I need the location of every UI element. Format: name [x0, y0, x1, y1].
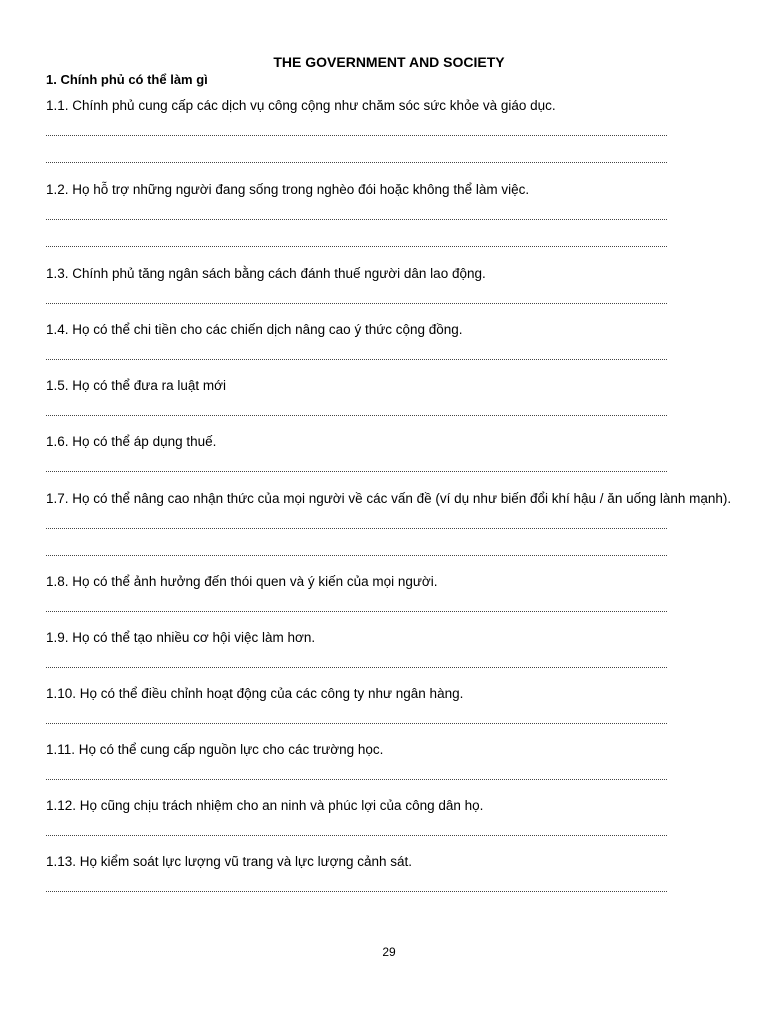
- answer-line[interactable]: [46, 162, 667, 163]
- answer-line[interactable]: [46, 723, 667, 724]
- page-title: THE GOVERNMENT AND SOCIETY: [273, 54, 505, 70]
- question-text: 1.11. Họ có thể cung cấp nguồn lực cho các trường học.: [46, 742, 384, 757]
- answer-line[interactable]: [46, 303, 667, 304]
- question-text: 1.1. Chính phủ cung cấp các dịch vụ công cộng như chăm sóc sức khỏe và giáo dục.: [46, 98, 556, 113]
- question-text: 1.7. Họ có thể nâng cao nhận thức của mọi người về các vấn đề (ví dụ như biến đổi khí hậu / ăn uống lành mạnh).: [46, 491, 732, 506]
- answer-line[interactable]: [46, 359, 667, 360]
- answer-line[interactable]: [46, 246, 667, 247]
- question-item: [46, 685, 761, 724]
- answer-line[interactable]: [46, 471, 667, 472]
- answer-line[interactable]: [46, 528, 667, 529]
- question-text: 1.13. Họ kiểm soát lực lượng vũ trang và lực lượng cảnh sát.: [46, 854, 413, 869]
- question-text: 1.12. Họ cũng chịu trách nhiệm cho an ninh và phúc lợi của công dân họ.: [46, 798, 484, 813]
- question-text: 1.6. Họ có thể áp dụng thuế.: [46, 434, 217, 449]
- answer-line[interactable]: [46, 219, 667, 220]
- answer-line[interactable]: [46, 779, 667, 780]
- answer-line[interactable]: [46, 667, 667, 668]
- question-item: [46, 265, 761, 304]
- question-item: [46, 629, 761, 668]
- answer-line[interactable]: [46, 611, 667, 612]
- question-item: [46, 321, 761, 360]
- question-item: [46, 853, 761, 892]
- question-item: [46, 741, 761, 780]
- question-text: 1.3. Chính phủ tăng ngân sách bằng cách đánh thuế người dân lao động.: [46, 266, 486, 281]
- question-text: 1.5. Họ có thể đưa ra luật mới: [46, 378, 226, 393]
- section-heading: 1. Chính phủ có thể làm gì: [46, 72, 208, 87]
- question-item: [46, 181, 761, 247]
- answer-line[interactable]: [46, 891, 667, 892]
- question-text: 1.2. Họ hỗ trợ những người đang sống trong nghèo đói hoặc không thể làm việc.: [46, 182, 530, 197]
- answer-line[interactable]: [46, 415, 667, 416]
- question-text: 1.8. Họ có thể ảnh hưởng đến thói quen và ý kiến của mọi người.: [46, 574, 438, 589]
- question-text: 1.4. Họ có thể chi tiền cho các chiến dịch nâng cao ý thức cộng đồng.: [46, 322, 463, 337]
- answer-line[interactable]: [46, 555, 667, 556]
- question-item: [46, 490, 761, 556]
- question-item: [46, 433, 761, 472]
- question-text: 1.9. Họ có thể tạo nhiều cơ hội việc làm hơn.: [46, 630, 316, 645]
- question-item: [46, 97, 761, 163]
- question-item: [46, 797, 761, 836]
- page-number: 29: [382, 945, 396, 959]
- answer-line[interactable]: [46, 835, 667, 836]
- question-text: 1.10. Họ có thể điều chỉnh hoạt động của các công ty như ngân hàng.: [46, 686, 464, 701]
- question-item: [46, 377, 761, 416]
- answer-line[interactable]: [46, 135, 667, 136]
- question-item: [46, 573, 761, 612]
